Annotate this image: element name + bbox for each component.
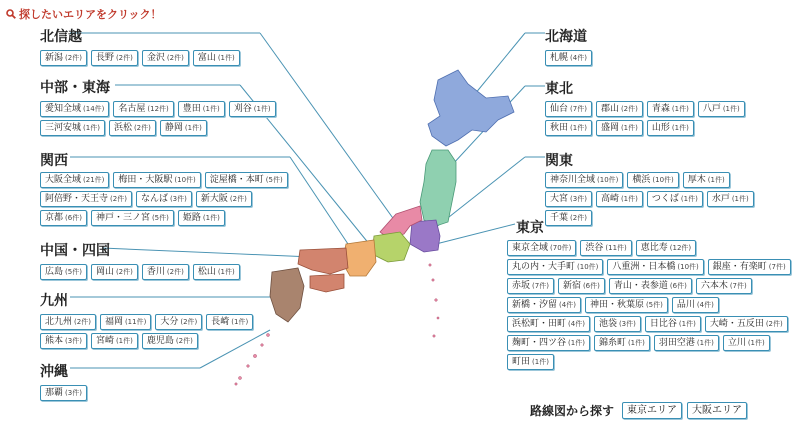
region-title-kanto: 関東: [545, 153, 573, 169]
area-button-koriyama[interactable]: 郡山 (2件): [596, 101, 643, 117]
area-button-kagawa[interactable]: 香川 (2件): [142, 264, 189, 280]
area-button-kinshicho[interactable]: 錦糸町 (1件): [594, 335, 650, 351]
area-button-morioka[interactable]: 盛岡 (1件): [596, 120, 643, 136]
area-button-shinosaka[interactable]: 新大阪 (2件): [196, 191, 252, 207]
region-kanto-list: [545, 172, 775, 226]
area-button-fukuoka[interactable]: 福岡 (11件): [100, 314, 151, 330]
area-button-shinjuku[interactable]: 新宿 (6件): [558, 278, 605, 294]
area-button-aoyama[interactable]: 青山・表参道 (6件): [609, 278, 692, 294]
area-button-yodoyabashi[interactable]: 淀屋橋・本町 (5件): [205, 172, 288, 188]
area-button-hamamatsu[interactable]: 浜松 (2件): [109, 120, 156, 136]
area-button-chiba[interactable]: 千葉 (2件): [545, 210, 592, 226]
route-button-osaka[interactable]: 大阪エリア: [687, 402, 747, 419]
area-button-hibiya[interactable]: 日比谷 (1件): [645, 316, 701, 332]
area-button-takasaki[interactable]: 高崎 (1件): [596, 191, 643, 207]
area-button-tokyo-all[interactable]: 東京全域 (70件): [507, 240, 576, 256]
area-button-okayama[interactable]: 岡山 (2件): [91, 264, 138, 280]
area-button-aichi[interactable]: 愛知全域 (14件): [40, 101, 109, 117]
area-button-yokohama[interactable]: 横浜 (10件): [627, 172, 678, 188]
route-map-search: [530, 402, 747, 419]
area-button-shizuoka[interactable]: 静岡 (1件): [160, 120, 207, 136]
area-button-kyoto[interactable]: 京都 (6件): [40, 210, 87, 226]
region-kyushu-list: [40, 314, 280, 349]
area-button-roppongi[interactable]: 六本木 (7件): [696, 278, 752, 294]
area-button-matsuyama[interactable]: 松山 (1件): [193, 264, 240, 280]
region-title-tohoku: 東北: [545, 81, 573, 97]
route-map-label: 路線図から探す: [530, 404, 615, 418]
area-button-ginza[interactable]: 銀座・有楽町 (7件): [708, 259, 791, 275]
area-button-omiya[interactable]: 大宮 (3件): [545, 191, 592, 207]
area-button-kumamoto[interactable]: 熊本 (3件): [40, 333, 87, 349]
area-button-nagoya[interactable]: 名古屋 (12件): [113, 101, 173, 117]
area-button-akasaka[interactable]: 赤坂 (7件): [507, 278, 554, 294]
area-button-sendai[interactable]: 仙台 (7件): [545, 101, 592, 117]
region-chubu-list: [40, 101, 280, 136]
area-button-miyazaki[interactable]: 宮崎 (1件): [91, 333, 138, 349]
area-button-kariya[interactable]: 刈谷 (1件): [229, 101, 276, 117]
region-tohoku-list: [545, 101, 775, 136]
area-button-yamagata[interactable]: 山形 (1件): [647, 120, 694, 136]
region-title-kansai: 関西: [40, 153, 68, 169]
area-button-mikawaanjo[interactable]: 三河安城 (1件): [40, 120, 105, 136]
area-button-mito[interactable]: 水戸 (1件): [707, 191, 754, 207]
region-chugoku-list: [40, 264, 280, 280]
area-button-tsukuba[interactable]: つくば (1件): [647, 191, 703, 207]
area-button-shibuya[interactable]: 渋谷 (11件): [580, 240, 631, 256]
area-button-atsugi[interactable]: 厚木 (1件): [683, 172, 730, 188]
area-button-akita[interactable]: 秋田 (1件): [545, 120, 592, 136]
region-title-okinawa: 沖縄: [40, 364, 68, 380]
area-button-abeno[interactable]: 阿倍野・天王寺 (2件): [40, 191, 132, 207]
area-button-haneda[interactable]: 羽田空港 (1件): [654, 335, 719, 351]
region-hokkaido-list: [545, 50, 592, 66]
area-button-oita[interactable]: 大分 (2件): [155, 314, 202, 330]
region-kansai-list: [40, 172, 300, 226]
area-button-hachinohe[interactable]: 八戸 (1件): [698, 101, 745, 117]
area-button-hiroshima[interactable]: 広島 (5件): [40, 264, 87, 280]
region-title-hokushinetsu: 北信越: [40, 29, 82, 45]
area-button-kagoshima[interactable]: 鹿児島 (2件): [142, 333, 198, 349]
area-button-yaesu[interactable]: 八重洲・日本橋 (10件): [607, 259, 703, 275]
area-button-nagano[interactable]: 長野 (2件): [91, 50, 138, 66]
area-button-osaka[interactable]: 大阪全域 (21件): [40, 172, 109, 188]
area-button-marunouchi[interactable]: 丸の内・大手町 (10件): [507, 259, 603, 275]
area-button-shinbashi[interactable]: 新橋・汐留 (4件): [507, 297, 581, 313]
area-button-toyota[interactable]: 豊田 (1件): [178, 101, 225, 117]
area-button-namba[interactable]: なんば (3件): [136, 191, 192, 207]
region-title-tokyo: 東京: [516, 220, 544, 236]
area-button-ebisu[interactable]: 恵比寿 (12件): [636, 240, 696, 256]
area-button-himeji[interactable]: 姫路 (1件): [178, 210, 225, 226]
area-button-kanda[interactable]: 神田・秋葉原 (5件): [585, 297, 668, 313]
area-button-niigata[interactable]: 新潟 (2件): [40, 50, 87, 66]
region-title-chubu: 中部・東海: [40, 80, 110, 96]
area-button-naha[interactable]: 那覇 (3件): [40, 385, 87, 401]
region-okinawa-list: [40, 385, 87, 401]
area-button-kitakyushu[interactable]: 北九州 (2件): [40, 314, 96, 330]
area-button-toyama[interactable]: 富山 (1件): [193, 50, 240, 66]
region-tokyo-list: [507, 240, 792, 370]
area-button-kanazawa[interactable]: 金沢 (2件): [142, 50, 189, 66]
region-title-chugoku: 中国・四国: [40, 243, 110, 259]
area-button-machida[interactable]: 町田 (1件): [507, 354, 554, 370]
region-hokushinetsu-list: [40, 50, 270, 66]
region-title-kyushu: 九州: [40, 293, 68, 309]
area-button-hamamatsucho[interactable]: 浜松町・田町 (4件): [507, 316, 590, 332]
area-button-nagasaki[interactable]: 長崎 (1件): [206, 314, 253, 330]
instruction-text: 探したいエリアをクリック！: [19, 8, 162, 21]
area-button-sapporo[interactable]: 札幌 (4件): [545, 50, 592, 66]
area-button-kobe[interactable]: 神戸・三ノ宮 (5件): [91, 210, 174, 226]
area-button-shinagawa[interactable]: 品川 (4件): [672, 297, 719, 313]
area-button-aomori[interactable]: 青森 (1件): [647, 101, 694, 117]
area-button-kojimachi[interactable]: 麹町・四ツ谷 (1件): [507, 335, 590, 351]
route-button-tokyo[interactable]: 東京エリア: [622, 402, 682, 419]
area-button-ikebukuro[interactable]: 池袋 (3件): [594, 316, 641, 332]
area-button-kanagawa[interactable]: 神奈川全域 (10件): [545, 172, 623, 188]
area-button-osaki[interactable]: 大崎・五反田 (2件): [705, 316, 788, 332]
area-button-umeda[interactable]: 梅田・大阪駅 (10件): [113, 172, 200, 188]
region-title-hokkaido: 北海道: [545, 29, 587, 45]
area-button-tachikawa[interactable]: 立川 (1件): [723, 335, 770, 351]
